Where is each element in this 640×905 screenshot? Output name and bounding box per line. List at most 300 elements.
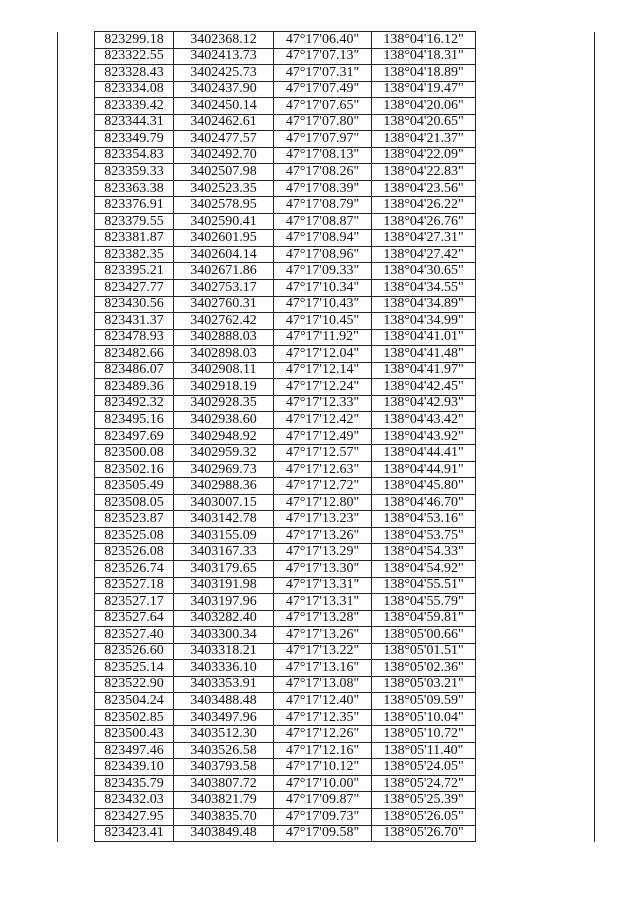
latitude-cell: 47°17'13.31": [274, 577, 372, 594]
table-row: [58, 577, 595, 594]
latitude-cell: 47°17'12.49": [274, 428, 372, 445]
y-coordinate-cell: 3402959.32: [174, 445, 274, 462]
table-row: [58, 775, 595, 792]
table-row: [58, 445, 595, 462]
longitude-cell: 138°04'42.45": [372, 379, 476, 396]
x-coordinate-cell: 823322.55: [95, 48, 174, 65]
blank-cell: [476, 775, 595, 792]
blank-cell: [58, 395, 95, 412]
blank-cell: [476, 825, 595, 842]
longitude-cell: 138°05'00.66": [372, 627, 476, 644]
table-row: [58, 511, 595, 528]
table-row: [58, 412, 595, 429]
latitude-cell: 47°17'10.34": [274, 279, 372, 296]
y-coordinate-cell: 3403300.34: [174, 627, 274, 644]
longitude-cell: 138°05'26.70": [372, 825, 476, 842]
x-coordinate-cell: 823492.32: [95, 395, 174, 412]
blank-cell: [58, 627, 95, 644]
latitude-cell: 47°17'12.24": [274, 379, 372, 396]
longitude-cell: 138°05'03.21": [372, 676, 476, 693]
blank-cell: [58, 594, 95, 611]
x-coordinate-cell: 823505.49: [95, 478, 174, 495]
table-row: [58, 197, 595, 214]
blank-cell: [58, 825, 95, 842]
longitude-cell: 138°05'10.72": [372, 726, 476, 743]
x-coordinate-cell: 823427.95: [95, 808, 174, 825]
y-coordinate-cell: 3402368.12: [174, 32, 274, 49]
longitude-cell: 138°04'34.55": [372, 279, 476, 296]
latitude-cell: 47°17'07.80": [274, 114, 372, 131]
table-row: [58, 693, 595, 710]
x-coordinate-cell: 823344.31: [95, 114, 174, 131]
blank-cell: [476, 213, 595, 230]
table-row: [58, 180, 595, 197]
longitude-cell: 138°05'09.59": [372, 693, 476, 710]
table-row: [58, 676, 595, 693]
y-coordinate-cell: 3403526.58: [174, 742, 274, 759]
latitude-cell: 47°17'08.79": [274, 197, 372, 214]
y-coordinate-cell: 3402462.61: [174, 114, 274, 131]
table-row: [58, 494, 595, 511]
blank-cell: [58, 147, 95, 164]
x-coordinate-cell: 823502.16: [95, 461, 174, 478]
table-row: [58, 246, 595, 263]
blank-cell: [476, 48, 595, 65]
table-row: [58, 461, 595, 478]
x-coordinate-cell: 823430.56: [95, 296, 174, 313]
longitude-cell: 138°05'10.04": [372, 709, 476, 726]
blank-cell: [476, 527, 595, 544]
longitude-cell: 138°04'43.92": [372, 428, 476, 445]
table-row: [58, 660, 595, 677]
blank-cell: [476, 742, 595, 759]
blank-cell: [58, 660, 95, 677]
blank-cell: [476, 114, 595, 131]
table-row: [58, 379, 595, 396]
table-row: [58, 395, 595, 412]
longitude-cell: 138°04'44.41": [372, 445, 476, 462]
x-coordinate-cell: 823526.60: [95, 643, 174, 660]
longitude-cell: 138°04'20.65": [372, 114, 476, 131]
y-coordinate-cell: 3402437.90: [174, 81, 274, 98]
blank-cell: [476, 478, 595, 495]
longitude-cell: 138°04'23.56": [372, 180, 476, 197]
coordinates-table-body: [58, 32, 595, 842]
blank-cell: [58, 610, 95, 627]
blank-cell: [58, 263, 95, 280]
blank-cell: [58, 759, 95, 776]
y-coordinate-cell: 3403007.15: [174, 494, 274, 511]
latitude-cell: 47°17'09.73": [274, 808, 372, 825]
longitude-cell: 138°04'22.09": [372, 147, 476, 164]
y-coordinate-cell: 3402753.17: [174, 279, 274, 296]
x-coordinate-cell: 823525.08: [95, 527, 174, 544]
latitude-cell: 47°17'08.94": [274, 230, 372, 247]
blank-cell: [58, 676, 95, 693]
latitude-cell: 47°17'09.87": [274, 792, 372, 809]
y-coordinate-cell: 3403821.79: [174, 792, 274, 809]
latitude-cell: 47°17'08.96": [274, 246, 372, 263]
x-coordinate-cell: 823526.08: [95, 544, 174, 561]
longitude-cell: 138°04'27.42": [372, 246, 476, 263]
blank-cell: [58, 461, 95, 478]
x-coordinate-cell: 823431.37: [95, 313, 174, 330]
longitude-cell: 138°04'18.31": [372, 48, 476, 65]
longitude-cell: 138°04'53.75": [372, 527, 476, 544]
blank-cell: [58, 792, 95, 809]
longitude-cell: 138°04'53.16": [372, 511, 476, 528]
x-coordinate-cell: 823527.64: [95, 610, 174, 627]
latitude-cell: 47°17'11.92": [274, 329, 372, 346]
y-coordinate-cell: 3403142.78: [174, 511, 274, 528]
blank-cell: [476, 230, 595, 247]
blank-cell: [58, 428, 95, 445]
longitude-cell: 138°04'44.91": [372, 461, 476, 478]
x-coordinate-cell: 823339.42: [95, 98, 174, 115]
blank-cell: [476, 180, 595, 197]
blank-cell: [476, 32, 595, 49]
longitude-cell: 138°05'01.51": [372, 643, 476, 660]
latitude-cell: 47°17'13.28": [274, 610, 372, 627]
table-row: [58, 726, 595, 743]
table-row: [58, 164, 595, 181]
table-row: [58, 213, 595, 230]
y-coordinate-cell: 3403179.65: [174, 561, 274, 578]
x-coordinate-cell: 823359.33: [95, 164, 174, 181]
y-coordinate-cell: 3403807.72: [174, 775, 274, 792]
y-coordinate-cell: 3403512.30: [174, 726, 274, 743]
blank-cell: [58, 279, 95, 296]
latitude-cell: 47°17'12.40": [274, 693, 372, 710]
y-coordinate-cell: 3403497.96: [174, 709, 274, 726]
table-row: [58, 346, 595, 363]
longitude-cell: 138°04'43.42": [372, 412, 476, 429]
longitude-cell: 138°04'59.81": [372, 610, 476, 627]
longitude-cell: 138°04'54.92": [372, 561, 476, 578]
x-coordinate-cell: 823527.18: [95, 577, 174, 594]
table-row: [58, 362, 595, 379]
blank-cell: [476, 131, 595, 148]
y-coordinate-cell: 3403793.58: [174, 759, 274, 776]
table-row: [58, 279, 595, 296]
blank-cell: [58, 296, 95, 313]
latitude-cell: 47°17'13.23": [274, 511, 372, 528]
blank-cell: [58, 742, 95, 759]
longitude-cell: 138°04'45.80": [372, 478, 476, 495]
blank-cell: [476, 726, 595, 743]
blank-cell: [58, 164, 95, 181]
blank-cell: [476, 263, 595, 280]
blank-cell: [58, 478, 95, 495]
y-coordinate-cell: 3402969.73: [174, 461, 274, 478]
longitude-cell: 138°04'20.06": [372, 98, 476, 115]
blank-cell: [58, 726, 95, 743]
x-coordinate-cell: 823500.08: [95, 445, 174, 462]
latitude-cell: 47°17'08.39": [274, 180, 372, 197]
blank-cell: [476, 676, 595, 693]
y-coordinate-cell: 3403849.48: [174, 825, 274, 842]
x-coordinate-cell: 823379.55: [95, 213, 174, 230]
x-coordinate-cell: 823526.74: [95, 561, 174, 578]
y-coordinate-cell: 3402908.11: [174, 362, 274, 379]
y-coordinate-cell: 3402601.95: [174, 230, 274, 247]
latitude-cell: 47°17'12.16": [274, 742, 372, 759]
table-row: [58, 544, 595, 561]
y-coordinate-cell: 3402948.92: [174, 428, 274, 445]
x-coordinate-cell: 823500.43: [95, 726, 174, 743]
x-coordinate-cell: 823527.40: [95, 627, 174, 644]
table-row: [58, 808, 595, 825]
y-coordinate-cell: 3403353.91: [174, 676, 274, 693]
blank-cell: [476, 511, 595, 528]
latitude-cell: 47°17'13.30": [274, 561, 372, 578]
blank-cell: [476, 693, 595, 710]
blank-cell: [476, 296, 595, 313]
blank-cell: [58, 131, 95, 148]
latitude-cell: 47°17'08.13": [274, 147, 372, 164]
blank-cell: [58, 561, 95, 578]
longitude-cell: 138°04'26.22": [372, 197, 476, 214]
latitude-cell: 47°17'12.42": [274, 412, 372, 429]
latitude-cell: 47°17'10.12": [274, 759, 372, 776]
latitude-cell: 47°17'12.14": [274, 362, 372, 379]
y-coordinate-cell: 3402888.03: [174, 329, 274, 346]
blank-cell: [476, 759, 595, 776]
table-row: [58, 478, 595, 495]
latitude-cell: 47°17'07.97": [274, 131, 372, 148]
latitude-cell: 47°17'12.72": [274, 478, 372, 495]
latitude-cell: 47°17'10.45": [274, 313, 372, 330]
latitude-cell: 47°17'09.58": [274, 825, 372, 842]
latitude-cell: 47°17'09.33": [274, 263, 372, 280]
table-row: [58, 131, 595, 148]
latitude-cell: 47°17'13.26": [274, 627, 372, 644]
y-coordinate-cell: 3402450.14: [174, 98, 274, 115]
blank-cell: [476, 147, 595, 164]
latitude-cell: 47°17'13.08": [274, 676, 372, 693]
longitude-cell: 138°04'54.33": [372, 544, 476, 561]
latitude-cell: 47°17'07.65": [274, 98, 372, 115]
y-coordinate-cell: 3402413.73: [174, 48, 274, 65]
latitude-cell: 47°17'10.00": [274, 775, 372, 792]
table-row: [58, 561, 595, 578]
table-row: [58, 742, 595, 759]
longitude-cell: 138°04'41.01": [372, 329, 476, 346]
y-coordinate-cell: 3402492.70: [174, 147, 274, 164]
blank-cell: [58, 180, 95, 197]
x-coordinate-cell: 823334.08: [95, 81, 174, 98]
blank-cell: [58, 98, 95, 115]
blank-cell: [476, 329, 595, 346]
latitude-cell: 47°17'12.80": [274, 494, 372, 511]
blank-cell: [476, 279, 595, 296]
longitude-cell: 138°04'46.70": [372, 494, 476, 511]
blank-cell: [476, 65, 595, 82]
latitude-cell: 47°17'12.57": [274, 445, 372, 462]
latitude-cell: 47°17'12.33": [274, 395, 372, 412]
table-row: [58, 81, 595, 98]
latitude-cell: 47°17'13.26": [274, 527, 372, 544]
x-coordinate-cell: 823527.17: [95, 594, 174, 611]
blank-cell: [476, 164, 595, 181]
blank-cell: [58, 775, 95, 792]
x-coordinate-cell: 823432.03: [95, 792, 174, 809]
blank-cell: [58, 577, 95, 594]
y-coordinate-cell: 3402477.57: [174, 131, 274, 148]
x-coordinate-cell: 823497.69: [95, 428, 174, 445]
blank-cell: [58, 527, 95, 544]
blank-cell: [58, 379, 95, 396]
latitude-cell: 47°17'07.49": [274, 81, 372, 98]
longitude-cell: 138°04'18.89": [372, 65, 476, 82]
x-coordinate-cell: 823486.07: [95, 362, 174, 379]
latitude-cell: 47°17'06.40": [274, 32, 372, 49]
blank-cell: [58, 693, 95, 710]
blank-cell: [476, 808, 595, 825]
blank-cell: [58, 81, 95, 98]
coordinates-table: [57, 31, 595, 842]
blank-cell: [476, 395, 595, 412]
x-coordinate-cell: 823489.36: [95, 379, 174, 396]
blank-cell: [476, 610, 595, 627]
table-row: [58, 643, 595, 660]
blank-cell: [58, 808, 95, 825]
blank-cell: [58, 412, 95, 429]
y-coordinate-cell: 3402898.03: [174, 346, 274, 363]
longitude-cell: 138°05'24.72": [372, 775, 476, 792]
blank-cell: [58, 445, 95, 462]
blank-cell: [476, 627, 595, 644]
blank-cell: [58, 329, 95, 346]
y-coordinate-cell: 3402590.41: [174, 213, 274, 230]
x-coordinate-cell: 823423.41: [95, 825, 174, 842]
y-coordinate-cell: 3402918.19: [174, 379, 274, 396]
table-row: [58, 98, 595, 115]
x-coordinate-cell: 823508.05: [95, 494, 174, 511]
blank-cell: [476, 246, 595, 263]
longitude-cell: 138°04'41.48": [372, 346, 476, 363]
longitude-cell: 138°04'55.51": [372, 577, 476, 594]
blank-cell: [476, 643, 595, 660]
x-coordinate-cell: 823349.79: [95, 131, 174, 148]
blank-cell: [476, 445, 595, 462]
longitude-cell: 138°04'19.47": [372, 81, 476, 98]
longitude-cell: 138°04'22.83": [372, 164, 476, 181]
blank-cell: [58, 48, 95, 65]
x-coordinate-cell: 823395.21: [95, 263, 174, 280]
blank-cell: [58, 362, 95, 379]
x-coordinate-cell: 823376.91: [95, 197, 174, 214]
y-coordinate-cell: 3402578.95: [174, 197, 274, 214]
blank-cell: [476, 594, 595, 611]
y-coordinate-cell: 3403835.70: [174, 808, 274, 825]
y-coordinate-cell: 3403197.96: [174, 594, 274, 611]
table-row: [58, 296, 595, 313]
latitude-cell: 47°17'12.04": [274, 346, 372, 363]
x-coordinate-cell: 823354.83: [95, 147, 174, 164]
blank-cell: [476, 709, 595, 726]
x-coordinate-cell: 823502.85: [95, 709, 174, 726]
y-coordinate-cell: 3402988.36: [174, 478, 274, 495]
x-coordinate-cell: 823427.77: [95, 279, 174, 296]
longitude-cell: 138°04'30.65": [372, 263, 476, 280]
latitude-cell: 47°17'13.16": [274, 660, 372, 677]
table-row: [58, 428, 595, 445]
table-row: [58, 114, 595, 131]
blank-cell: [58, 213, 95, 230]
table-row: [58, 825, 595, 842]
y-coordinate-cell: 3402760.31: [174, 296, 274, 313]
blank-cell: [58, 197, 95, 214]
blank-cell: [58, 511, 95, 528]
y-coordinate-cell: 3402507.98: [174, 164, 274, 181]
blank-cell: [476, 98, 595, 115]
table-row: [58, 147, 595, 164]
x-coordinate-cell: 823382.35: [95, 246, 174, 263]
x-coordinate-cell: 823299.18: [95, 32, 174, 49]
blank-cell: [58, 65, 95, 82]
table-row: [58, 627, 595, 644]
x-coordinate-cell: 823523.87: [95, 511, 174, 528]
longitude-cell: 138°04'34.89": [372, 296, 476, 313]
x-coordinate-cell: 823381.87: [95, 230, 174, 247]
longitude-cell: 138°04'41.97": [372, 362, 476, 379]
table-row: [58, 759, 595, 776]
blank-cell: [58, 346, 95, 363]
y-coordinate-cell: 3403155.09: [174, 527, 274, 544]
latitude-cell: 47°17'07.13": [274, 48, 372, 65]
x-coordinate-cell: 823482.66: [95, 346, 174, 363]
table-row: [58, 32, 595, 49]
table-row: [58, 527, 595, 544]
blank-cell: [476, 494, 595, 511]
y-coordinate-cell: 3402762.42: [174, 313, 274, 330]
blank-cell: [476, 792, 595, 809]
table-row: [58, 792, 595, 809]
blank-cell: [476, 346, 595, 363]
y-coordinate-cell: 3402425.73: [174, 65, 274, 82]
x-coordinate-cell: 823328.43: [95, 65, 174, 82]
x-coordinate-cell: 823439.10: [95, 759, 174, 776]
blank-cell: [476, 577, 595, 594]
latitude-cell: 47°17'12.63": [274, 461, 372, 478]
blank-cell: [476, 428, 595, 445]
latitude-cell: 47°17'08.26": [274, 164, 372, 181]
latitude-cell: 47°17'13.31": [274, 594, 372, 611]
longitude-cell: 138°04'26.76": [372, 213, 476, 230]
latitude-cell: 47°17'12.26": [274, 726, 372, 743]
table-row: [58, 610, 595, 627]
longitude-cell: 138°04'55.79": [372, 594, 476, 611]
blank-cell: [58, 709, 95, 726]
blank-cell: [476, 362, 595, 379]
table-row: [58, 594, 595, 611]
x-coordinate-cell: 823504.24: [95, 693, 174, 710]
blank-cell: [476, 379, 595, 396]
longitude-cell: 138°05'25.39": [372, 792, 476, 809]
blank-cell: [58, 494, 95, 511]
x-coordinate-cell: 823525.14: [95, 660, 174, 677]
y-coordinate-cell: 3403336.10: [174, 660, 274, 677]
longitude-cell: 138°05'11.40": [372, 742, 476, 759]
y-coordinate-cell: 3403191.98: [174, 577, 274, 594]
longitude-cell: 138°04'42.93": [372, 395, 476, 412]
x-coordinate-cell: 823363.38: [95, 180, 174, 197]
table-row: [58, 230, 595, 247]
longitude-cell: 138°04'21.37": [372, 131, 476, 148]
x-coordinate-cell: 823478.93: [95, 329, 174, 346]
table-row: [58, 263, 595, 280]
